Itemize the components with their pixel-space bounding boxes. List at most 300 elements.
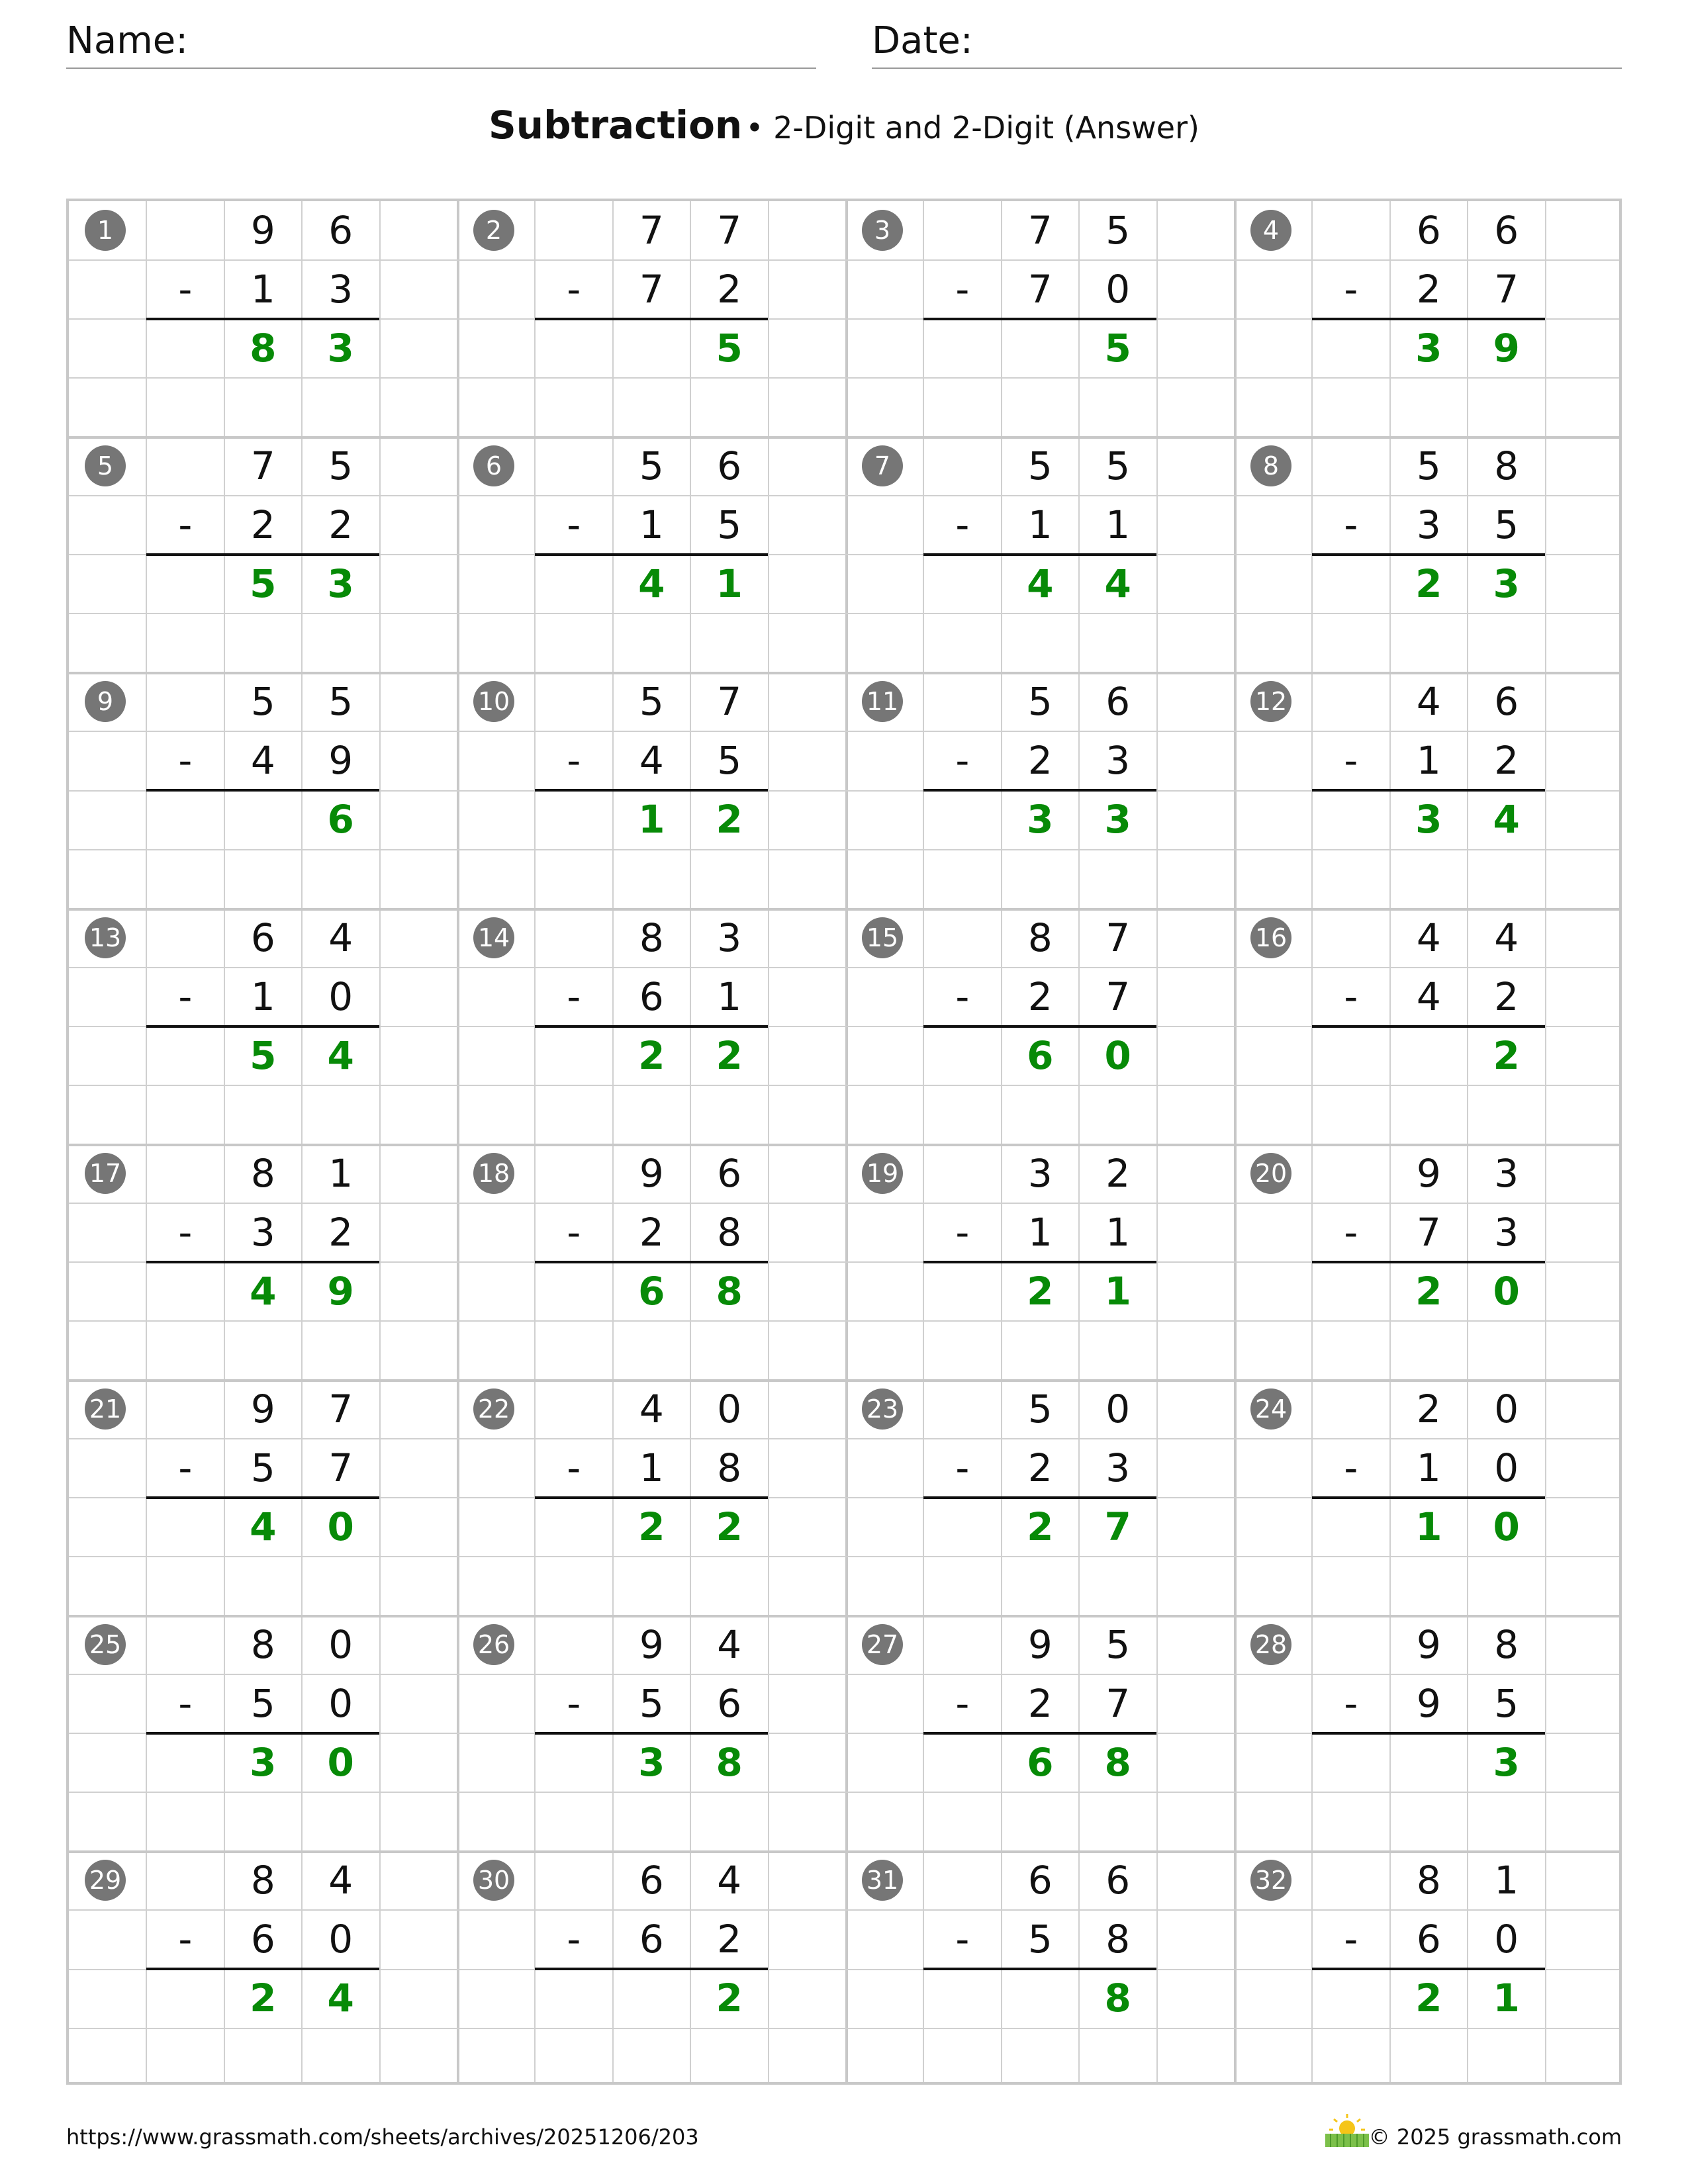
minuend-digit: 5 (1105, 1622, 1131, 1668)
answer-digit: 3 (1415, 326, 1442, 371)
subtrahend-digit: 2 (1027, 1445, 1053, 1491)
answer-rule (923, 1732, 1156, 1735)
minuend-digit: 6 (717, 1150, 742, 1196)
minus-sign: - (955, 502, 970, 548)
subtrahend-digit: 1 (1105, 1209, 1131, 1255)
answer-rule (923, 1968, 1156, 1970)
title-main: Subtraction (489, 103, 743, 148)
problem-number-badge: 9 (85, 681, 126, 722)
answer-digit: 3 (327, 561, 354, 607)
minus-sign: - (567, 1209, 581, 1255)
subtrahend-digit: 3 (1105, 738, 1131, 784)
minus-sign: - (567, 1917, 581, 1962)
problem (1235, 1144, 1623, 1380)
minuend-digit: 7 (328, 1387, 353, 1432)
subtrahend-digit: 5 (717, 738, 742, 784)
subtrahend-digit: 0 (328, 1681, 353, 1727)
minuend-digit: 0 (1494, 1387, 1519, 1432)
problem (69, 437, 457, 672)
answer-digit: 4 (638, 561, 665, 607)
answer-digit: 1 (638, 797, 665, 842)
minuend-digit: 5 (1416, 443, 1441, 489)
answer-digit: 5 (716, 326, 743, 371)
minuend-digit: 6 (1416, 208, 1441, 253)
minuend-digit: 4 (1416, 915, 1441, 960)
subtrahend-digit: 1 (1105, 502, 1131, 548)
problem (69, 1144, 457, 1380)
minuend-digit: 6 (328, 208, 353, 253)
subtrahend-digit: 4 (639, 738, 664, 784)
answer-rule (535, 1968, 768, 1970)
minus-sign: - (178, 974, 193, 1019)
answer-digit: 5 (1104, 326, 1131, 371)
subtrahend-digit: 0 (1494, 1445, 1519, 1491)
subtrahend-digit: 6 (639, 1917, 664, 1962)
answer-digit (1390, 1733, 1468, 1792)
answer-digit: 5 (250, 561, 277, 607)
minuend-digit: 4 (328, 1858, 353, 1903)
problem (69, 201, 457, 437)
worksheet-title (0, 103, 1688, 148)
answer-digit: 3 (1104, 797, 1131, 842)
answer-digit: 7 (1104, 1504, 1131, 1550)
answer-digit: 2 (716, 1976, 743, 2021)
problem-number-badge: 28 (1250, 1624, 1291, 1665)
answer-rule (535, 553, 768, 556)
subtrahend-digit: 2 (1027, 1681, 1053, 1727)
answer-rule (923, 318, 1156, 320)
problem-number-badge: 4 (1250, 210, 1291, 251)
subtrahend-digit: 2 (717, 267, 742, 312)
minuend-digit: 4 (717, 1622, 742, 1668)
minuend-digit: 5 (1027, 443, 1053, 489)
answer-digit: 6 (1027, 1032, 1054, 1078)
minus-sign: - (1344, 1681, 1358, 1727)
answer-digit: 6 (1027, 1740, 1054, 1786)
subtrahend-digit: 1 (1416, 738, 1441, 784)
minuend-digit: 6 (1494, 679, 1519, 725)
subtrahend-digit: 0 (328, 974, 353, 1019)
subtrahend-digit: 1 (639, 1445, 664, 1491)
minuend-digit: 9 (639, 1150, 664, 1196)
answer-digit: 2 (638, 1032, 665, 1078)
answer-digit: 4 (250, 1268, 277, 1314)
minuend-digit: 9 (639, 1622, 664, 1668)
minuend-digit: 3 (1027, 1150, 1053, 1196)
problem-grid (66, 199, 1622, 2085)
answer-digit: 3 (1415, 797, 1442, 842)
minuend-digit: 7 (1105, 915, 1131, 960)
minuend-digit: 9 (1416, 1622, 1441, 1668)
answer-rule (535, 1496, 768, 1499)
answer-rule (535, 1732, 768, 1735)
minuend-digit: 8 (250, 1858, 275, 1903)
answer-digit: 5 (250, 1032, 277, 1078)
subtrahend-digit: 3 (1416, 502, 1441, 548)
minuend-digit: 5 (1027, 679, 1053, 725)
minus-sign: - (955, 974, 970, 1019)
problem-number-badge: 14 (473, 917, 514, 958)
minuend-digit: 9 (250, 208, 275, 253)
subtrahend-digit: 5 (1494, 1681, 1519, 1727)
subtrahend-digit: 3 (250, 1209, 275, 1255)
minuend-digit: 3 (717, 915, 742, 960)
answer-rule (146, 789, 379, 792)
subtrahend-digit: 7 (1105, 974, 1131, 1019)
minus-sign: - (1344, 974, 1358, 1019)
minus-sign: - (567, 974, 581, 1019)
problem-number-badge: 30 (473, 1860, 514, 1901)
subtrahend-digit: 1 (1416, 1445, 1441, 1491)
minuend-digit: 0 (328, 1622, 353, 1668)
minuend-digit: 8 (250, 1622, 275, 1668)
problem-number-badge: 8 (1250, 445, 1291, 486)
subtrahend-digit: 1 (717, 974, 742, 1019)
subtrahend-digit: 3 (328, 267, 353, 312)
minuend-digit: 6 (639, 1858, 664, 1903)
problem (457, 1851, 846, 2087)
problem (846, 1380, 1235, 1615)
problem-number-badge: 3 (862, 210, 903, 251)
problem (69, 672, 457, 908)
answer-rule (1312, 1968, 1545, 1970)
name-label: Name: (66, 19, 189, 62)
minus-sign: - (567, 1681, 581, 1727)
problem-number-badge: 23 (862, 1388, 903, 1430)
answer-digit: 4 (327, 1032, 354, 1078)
minus-sign: - (955, 738, 970, 784)
minuend-digit: 5 (1105, 208, 1131, 253)
minuend-digit: 7 (639, 208, 664, 253)
problem-number-badge: 1 (85, 210, 126, 251)
answer-digit: 2 (1415, 1268, 1442, 1314)
answer-rule (146, 553, 379, 556)
answer-rule (146, 1261, 379, 1263)
answer-digit (1390, 1026, 1468, 1085)
problem-number-badge: 16 (1250, 917, 1291, 958)
minuend-digit: 8 (639, 915, 664, 960)
minuend-digit: 2 (1416, 1387, 1441, 1432)
subtrahend-digit: 9 (328, 738, 353, 784)
minuend-digit: 9 (1416, 1150, 1441, 1196)
subtrahend-digit: 7 (1105, 1681, 1131, 1727)
answer-digit: 4 (1027, 561, 1054, 607)
answer-digit: 0 (327, 1504, 354, 1550)
minus-sign: - (955, 1917, 970, 1962)
subtrahend-digit: 7 (1027, 267, 1053, 312)
problem (457, 437, 846, 672)
minus-sign: - (178, 1917, 193, 1962)
answer-digit: 3 (1493, 561, 1520, 607)
problem-number-badge: 10 (473, 681, 514, 722)
answer-digit: 3 (1493, 1740, 1520, 1786)
problem (846, 437, 1235, 672)
minuend-digit: 5 (250, 679, 275, 725)
answer-rule (923, 1025, 1156, 1028)
footer-copyright: © 2025 grassmath.com (1368, 2124, 1622, 2150)
minuend-digit: 7 (717, 679, 742, 725)
minus-sign: - (1344, 1445, 1358, 1491)
subtrahend-digit: 5 (717, 502, 742, 548)
answer-rule (535, 789, 768, 792)
answer-rule (535, 318, 768, 320)
subtrahend-digit: 0 (1494, 1917, 1519, 1962)
subtrahend-digit: 8 (717, 1209, 742, 1255)
answer-digit: 0 (1493, 1268, 1520, 1314)
answer-digit: 2 (638, 1504, 665, 1550)
answer-rule (923, 1496, 1156, 1499)
minus-sign: - (567, 1445, 581, 1491)
minuend-digit: 5 (328, 679, 353, 725)
footer-url: https://www.grassmath.com/sheets/archives/20251206/203 (66, 2124, 699, 2150)
subtrahend-digit: 2 (328, 502, 353, 548)
answer-rule (1312, 1025, 1545, 1028)
answer-digit: 2 (1027, 1504, 1054, 1550)
minus-sign: - (955, 267, 970, 312)
answer-digit (613, 319, 690, 378)
minus-sign: - (178, 502, 193, 548)
subtrahend-digit: 2 (1027, 738, 1053, 784)
answer-digit: 9 (327, 1268, 354, 1314)
problem-number-badge: 6 (473, 445, 514, 486)
minuend-digit: 1 (328, 1150, 353, 1196)
problem-number-badge: 32 (1250, 1860, 1291, 1901)
subtrahend-digit: 2 (1416, 267, 1441, 312)
date-line (872, 68, 1622, 69)
problem-number-badge: 13 (85, 917, 126, 958)
problem-number-badge: 31 (862, 1860, 903, 1901)
minuend-digit: 7 (717, 208, 742, 253)
answer-rule (1312, 1496, 1545, 1499)
answer-digit: 1 (1493, 1976, 1520, 2021)
problem (69, 909, 457, 1144)
answer-digit: 4 (250, 1504, 277, 1550)
problem-number-badge: 2 (473, 210, 514, 251)
subtrahend-digit: 5 (250, 1681, 275, 1727)
minuend-digit: 8 (1416, 1858, 1441, 1903)
answer-digit: 8 (1104, 1740, 1131, 1786)
minuend-digit: 6 (1494, 208, 1519, 253)
answer-digit: 2 (716, 797, 743, 842)
subtrahend-digit: 2 (328, 1209, 353, 1255)
answer-rule (535, 1261, 768, 1263)
minuend-digit: 4 (1494, 915, 1519, 960)
minuend-digit: 2 (1105, 1150, 1131, 1196)
minuend-digit: 6 (1105, 679, 1131, 725)
problem-number-badge: 17 (85, 1153, 126, 1194)
minus-sign: - (955, 1445, 970, 1491)
minuend-digit: 7 (1027, 208, 1053, 253)
answer-digit: 2 (716, 1032, 743, 1078)
answer-rule (535, 1025, 768, 1028)
problem-number-badge: 15 (862, 917, 903, 958)
problem-number-badge: 7 (862, 445, 903, 486)
problem (69, 1615, 457, 1851)
minus-sign: - (1344, 502, 1358, 548)
answer-rule (923, 1261, 1156, 1263)
subtrahend-digit: 1 (250, 974, 275, 1019)
answer-digit: 8 (250, 326, 277, 371)
answer-digit (613, 1969, 690, 2028)
subtrahend-digit: 2 (717, 1917, 742, 1962)
minuend-digit: 4 (639, 1387, 664, 1432)
subtrahend-digit: 5 (1494, 502, 1519, 548)
answer-rule (146, 1496, 379, 1499)
answer-digit (224, 790, 302, 849)
subtrahend-digit: 1 (1027, 502, 1053, 548)
problem (457, 672, 846, 908)
minuend-digit: 5 (639, 443, 664, 489)
problem (846, 1144, 1235, 1380)
answer-digit: 3 (638, 1740, 665, 1786)
answer-digit: 3 (1027, 797, 1054, 842)
answer-digit: 4 (1493, 797, 1520, 842)
problem (69, 1380, 457, 1615)
subtrahend-digit: 0 (328, 1917, 353, 1962)
answer-digit: 1 (1104, 1268, 1131, 1314)
minuend-digit: 5 (1105, 443, 1131, 489)
minuend-digit: 8 (1494, 1622, 1519, 1668)
problem-number-badge: 29 (85, 1860, 126, 1901)
subtrahend-digit: 7 (639, 267, 664, 312)
answer-digit: 6 (327, 797, 354, 842)
problem (457, 1144, 846, 1380)
problem (1235, 1615, 1623, 1851)
date-label: Date: (872, 19, 973, 62)
name-line (66, 68, 816, 69)
minus-sign: - (178, 267, 193, 312)
problem-number-badge: 20 (1250, 1153, 1291, 1194)
problem (846, 1615, 1235, 1851)
minuend-digit: 0 (1105, 1387, 1131, 1432)
minuend-digit: 9 (250, 1387, 275, 1432)
minus-sign: - (567, 738, 581, 784)
minus-sign: - (1344, 1209, 1358, 1255)
problem (457, 1615, 846, 1851)
minuend-digit: 7 (250, 443, 275, 489)
problem-number-badge: 12 (1250, 681, 1291, 722)
subtrahend-digit: 2 (639, 1209, 664, 1255)
answer-digit: 2 (1027, 1268, 1054, 1314)
answer-digit: 3 (327, 326, 354, 371)
problem-number-badge: 11 (862, 681, 903, 722)
subtrahend-digit: 1 (250, 267, 275, 312)
answer-digit: 4 (327, 1976, 354, 2021)
minus-sign: - (178, 1445, 193, 1491)
subtrahend-digit: 8 (717, 1445, 742, 1491)
subtrahend-digit: 8 (1105, 1917, 1131, 1962)
minuend-digit: 9 (1027, 1622, 1053, 1668)
problem (1235, 672, 1623, 908)
subtrahend-digit: 6 (639, 974, 664, 1019)
answer-digit: 1 (716, 561, 743, 607)
answer-digit: 8 (716, 1268, 743, 1314)
problem (1235, 909, 1623, 1144)
subtrahend-digit: 1 (639, 502, 664, 548)
subtrahend-digit: 4 (250, 738, 275, 784)
answer-digit: 0 (1104, 1032, 1131, 1078)
answer-rule (923, 553, 1156, 556)
answer-digit: 6 (638, 1268, 665, 1314)
minuend-digit: 8 (1494, 443, 1519, 489)
answer-digit: 0 (1493, 1504, 1520, 1550)
answer-digit: 2 (1415, 561, 1442, 607)
minuend-digit: 6 (250, 915, 275, 960)
minuend-digit: 4 (717, 1858, 742, 1903)
answer-digit: 3 (250, 1740, 277, 1786)
answer-digit: 2 (716, 1504, 743, 1550)
minuend-digit: 8 (1027, 915, 1053, 960)
problem (846, 201, 1235, 437)
subtrahend-digit: 7 (1494, 267, 1519, 312)
minuend-digit: 8 (250, 1150, 275, 1196)
answer-rule (923, 789, 1156, 792)
minuend-digit: 1 (1494, 1858, 1519, 1903)
problem-number-badge: 18 (473, 1153, 514, 1194)
problem (69, 1851, 457, 2087)
minus-sign: - (955, 1209, 970, 1255)
minus-sign: - (178, 1681, 193, 1727)
minuend-digit: 5 (1027, 1387, 1053, 1432)
answer-rule (146, 1732, 379, 1735)
title-sub: • 2-Digit and 2-Digit (Answer) (745, 110, 1199, 146)
minuend-digit: 6 (717, 443, 742, 489)
answer-rule (1312, 318, 1545, 320)
minus-sign: - (178, 1209, 193, 1255)
minus-sign: - (1344, 267, 1358, 312)
minuend-digit: 5 (328, 443, 353, 489)
minuend-digit: 4 (328, 915, 353, 960)
minuend-digit: 6 (1105, 1858, 1131, 1903)
subtrahend-digit: 6 (250, 1917, 275, 1962)
minus-sign: - (178, 738, 193, 784)
subtrahend-digit: 5 (1027, 1917, 1053, 1962)
minus-sign: - (1344, 738, 1358, 784)
answer-digit (1002, 319, 1079, 378)
problem (1235, 437, 1623, 672)
problem (1235, 1851, 1623, 2087)
problem (457, 1380, 846, 1615)
subtrahend-digit: 6 (717, 1681, 742, 1727)
minuend-digit: 4 (1416, 679, 1441, 725)
answer-rule (1312, 553, 1545, 556)
problem-number-badge: 25 (85, 1624, 126, 1665)
problem-number-badge: 21 (85, 1388, 126, 1430)
subtrahend-digit: 3 (1105, 1445, 1131, 1491)
subtrahend-digit: 7 (328, 1445, 353, 1491)
answer-digit: 2 (1493, 1032, 1520, 1078)
answer-digit: 0 (327, 1740, 354, 1786)
answer-digit: 2 (1415, 1976, 1442, 2021)
answer-rule (1312, 1261, 1545, 1263)
answer-rule (146, 318, 379, 320)
minuend-digit: 0 (717, 1387, 742, 1432)
grass-sun-logo-icon (1324, 2113, 1370, 2148)
answer-digit: 4 (1104, 561, 1131, 607)
problem-number-badge: 24 (1250, 1388, 1291, 1430)
subtrahend-digit: 3 (1494, 1209, 1519, 1255)
subtrahend-digit: 6 (1416, 1917, 1441, 1962)
problem (1235, 1380, 1623, 1615)
problem (846, 1851, 1235, 2087)
problem (846, 672, 1235, 908)
problem-number-badge: 27 (862, 1624, 903, 1665)
subtrahend-digit: 1 (1027, 1209, 1053, 1255)
answer-digit (1002, 1969, 1079, 2028)
subtrahend-digit: 2 (1494, 738, 1519, 784)
answer-rule (146, 1968, 379, 1970)
subtrahend-digit: 2 (250, 502, 275, 548)
